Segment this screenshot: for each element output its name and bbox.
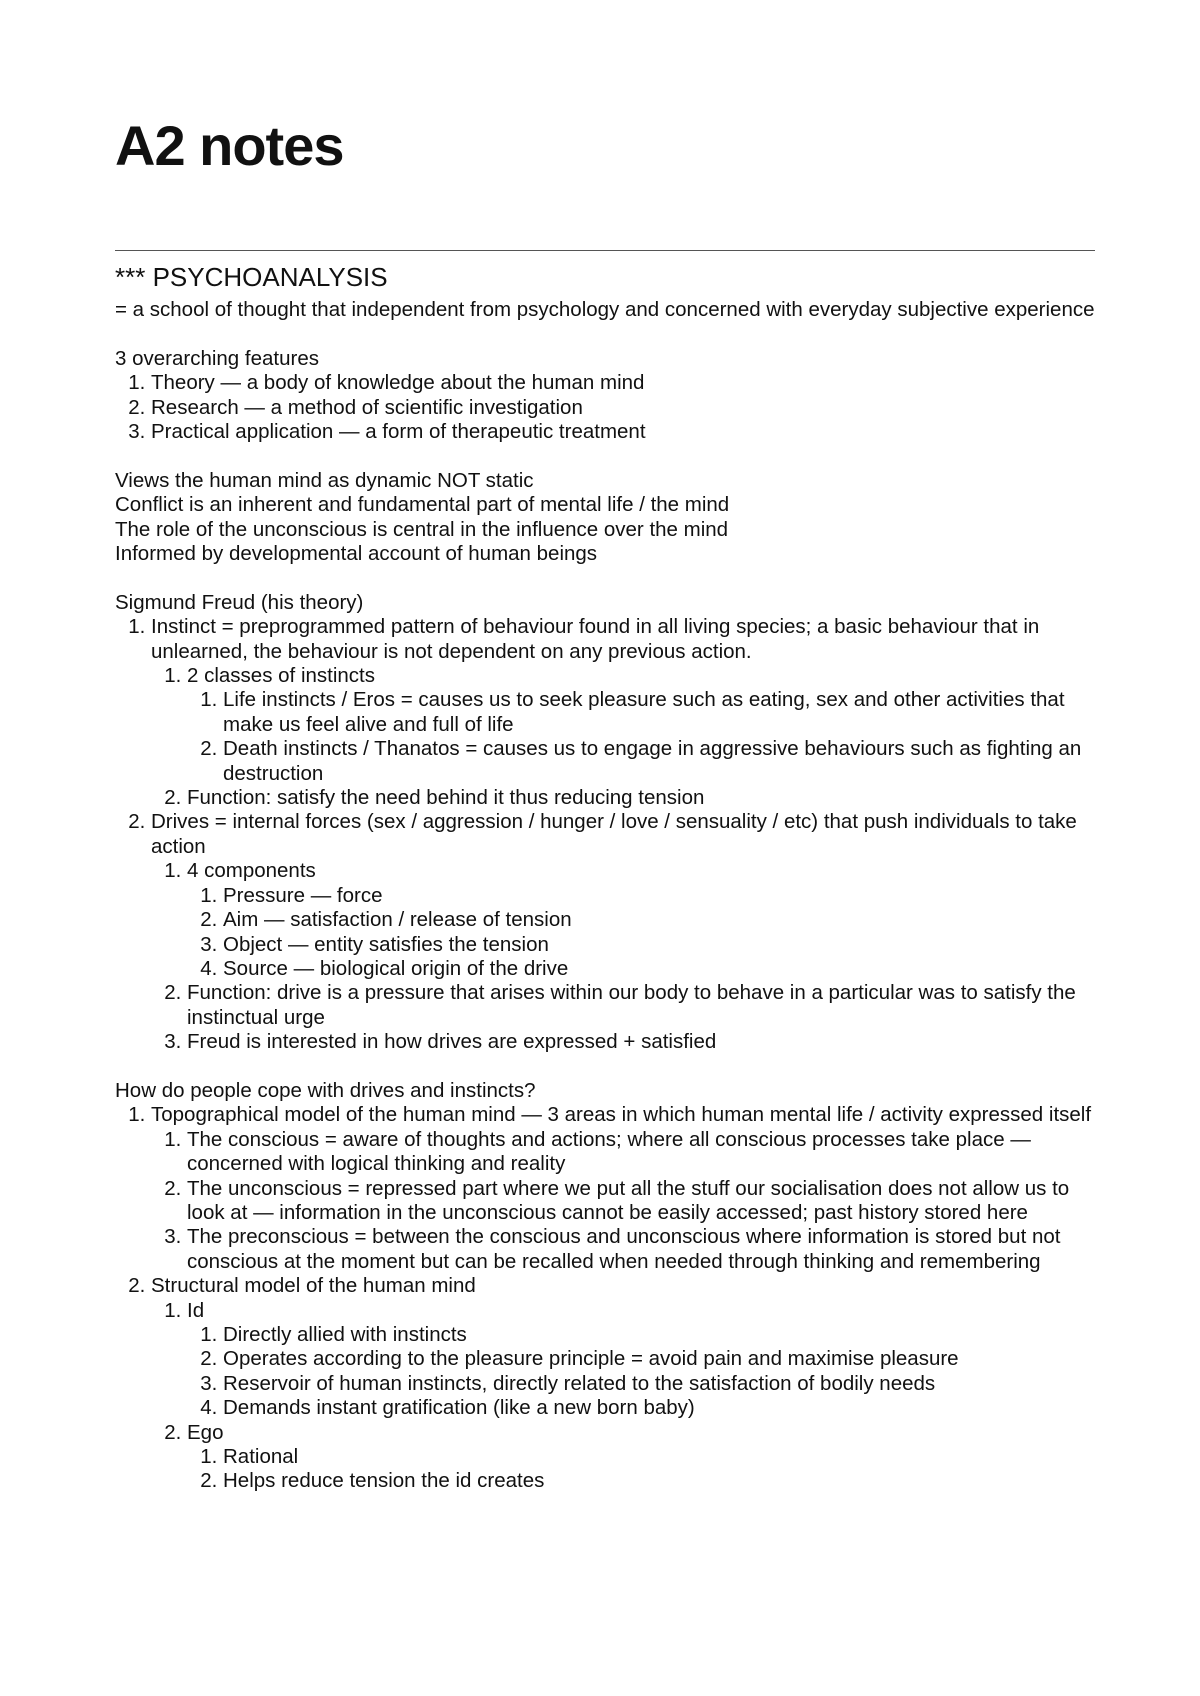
list-item: 1. Rational <box>223 1445 1105 1469</box>
list-item: 2. Helps reduce tension the id creates <box>223 1469 1105 1493</box>
list-item: 3. Object — entity satisfies the tension <box>223 933 1105 957</box>
list-item: 2. Death instincts / Thanatos = causes us to engage in aggressive behaviours such as fighting an destruction <box>223 737 1105 786</box>
instinct-text: Instinct = preprogrammed pattern of behaviour found in all living species; a basic behaviour that in unlearned, the behaviour is not dependent on any previous action. <box>151 615 1040 663</box>
list-item <box>151 1274 1105 1494</box>
instinct-sublist <box>151 664 1105 810</box>
structural-text: Structural model of the human mind <box>151 1274 476 1298</box>
list-item: 4. Demands instant gratification (like a new born baby) <box>223 1396 1105 1420</box>
id-label: Id <box>187 1298 205 1322</box>
views-line: Conflict is an inherent and fundamental part of mental life / the mind <box>115 493 730 517</box>
ego-list <box>187 1445 1105 1494</box>
list-item <box>151 810 1105 1054</box>
list-item <box>187 664 1105 786</box>
topographical-list <box>151 1128 1105 1274</box>
list-item: 3. The preconscious = between the conscious and unconscious where information is stored but not conscious at the moment but can be recalled when needed through thinking and remembering <box>187 1225 1105 1274</box>
list-item <box>187 1299 1105 1421</box>
list-item <box>187 1421 1105 1494</box>
views-line: Informed by developmental account of human beings <box>115 542 598 566</box>
drives-sublist <box>151 859 1105 1054</box>
list-item: 2. Operates according to the pleasure principle = avoid pain and maximise pleasure <box>223 1347 1105 1371</box>
definition-text: = a school of thought that independent from psychology and concerned with everyday subjective experience <box>115 298 1095 321</box>
list-item <box>187 859 1105 981</box>
list-item: 2. Function: satisfy the need behind it thus reducing tension <box>187 786 1105 810</box>
notes-body <box>115 260 1105 1494</box>
features-label: 3 overarching features <box>115 346 319 370</box>
freud-list <box>115 615 1105 1054</box>
features-list <box>115 371 1105 444</box>
drive-components-list <box>187 884 1105 982</box>
cope-list <box>115 1103 1105 1494</box>
list-item: 3. Freud is interested in how drives are expressed + satisfied <box>187 1030 1105 1054</box>
instinct-classes-text: 2 classes of instincts <box>187 664 375 688</box>
instinct-classes-list <box>187 688 1105 786</box>
list-item: 2. Function: drive is a pressure that arises within our body to behave in a particular was to satisfy the instinctual urge <box>187 981 1105 1030</box>
document-title: A2 notes <box>115 114 344 177</box>
freud-label: Sigmund Freud (his theory) <box>115 590 364 614</box>
list-item: 1. Directly allied with instincts <box>223 1323 1105 1347</box>
structural-list <box>151 1299 1105 1494</box>
topographical-text: Topographical model of the human mind — 3 areas in which human mental life / activity expressed itself <box>151 1103 1092 1127</box>
id-list <box>187 1323 1105 1421</box>
list-item: 1. The conscious = aware of thoughts and actions; where all conscious processes take place — concerned with logical thinking and reality <box>187 1128 1105 1177</box>
list-item: 3. Practical application — a form of therapeutic treatment <box>151 420 1105 444</box>
list-item: 1. Pressure — force <box>223 884 1105 908</box>
horizontal-divider <box>115 250 1095 251</box>
list-item <box>151 1103 1105 1274</box>
list-item: 1. Life instincts / Eros = causes us to seek pleasure such as eating, sex and other activities that make us feel alive and full of life <box>223 688 1105 737</box>
list-item: 2. The unconscious = repressed part where we put all the stuff our socialisation does not allow us to look at — information in the unconscious cannot be easily accessed; past history stored here <box>187 1177 1105 1226</box>
list-item: 2. Research — a method of scientific investigation <box>151 396 1105 420</box>
list-item: 3. Reservoir of human instincts, directly related to the satisfaction of bodily needs <box>223 1372 1105 1396</box>
list-item: 4. Source — biological origin of the drive <box>223 957 1105 981</box>
cope-label: How do people cope with drives and instincts? <box>115 1078 536 1102</box>
drives-text: Drives = internal forces (sex / aggression / hunger / love / sensuality / etc) that push individuals to take action <box>151 810 1077 858</box>
ego-label: Ego <box>187 1420 224 1444</box>
views-line: The role of the unconscious is central in the influence over the mind <box>115 517 729 541</box>
list-item <box>151 615 1105 810</box>
drive-components-label: 4 components <box>187 859 316 883</box>
views-line: Views the human mind as dynamic NOT static <box>115 468 534 492</box>
list-item: 2. Aim — satisfaction / release of tension <box>223 908 1105 932</box>
list-item: 1. Theory — a body of knowledge about the human mind <box>151 371 1105 395</box>
section-heading: *** PSYCHOANALYSIS <box>115 262 388 292</box>
